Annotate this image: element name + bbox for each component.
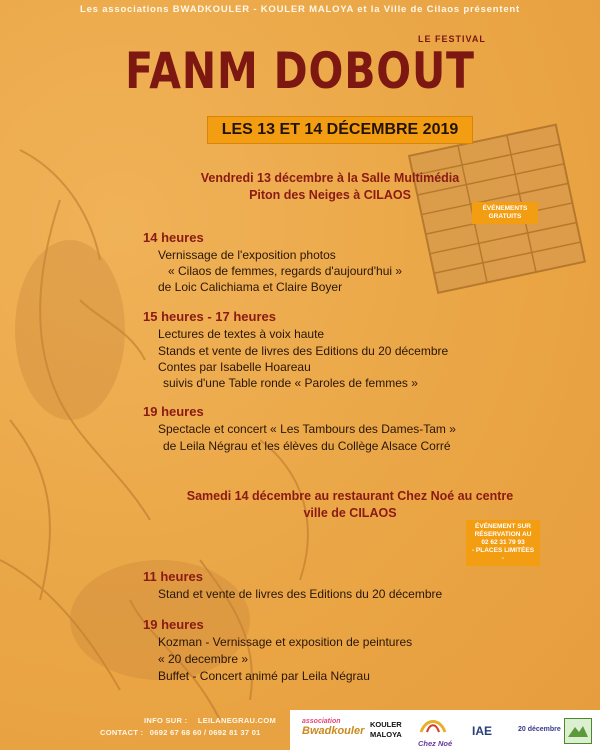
presenters-line: Les associations BWADKOULER - KOULER MALOYA et la Ville de Cilaos présentent — [79, 4, 520, 15]
date-banner-text: LES 13 ET 14 DÉCEMBRE 2019 — [221, 121, 459, 138]
event-line: Contes par Isabelle Hoareau — [158, 360, 311, 374]
free-events-badge — [472, 202, 538, 224]
day2-venue — [130, 488, 570, 522]
vingt-decembre-logo: 20 décembre — [518, 726, 561, 733]
event-line: de Loic Calichiama et Claire Boyer — [158, 280, 343, 294]
info-website: LEILANEGRAU.COM — [197, 716, 277, 725]
event-hour: 19 heures — [143, 617, 204, 632]
chez-noe-logo — [418, 714, 453, 748]
event-line: Buffet - Concert animé par Leila Négrau — [158, 669, 370, 683]
contact-line — [100, 728, 261, 737]
chez-noe-logo-text: Chez Noé — [418, 739, 453, 748]
event-hour: 14 heures — [143, 230, 204, 245]
partner-logos — [290, 710, 600, 750]
badge-line: RÉSERVATION AU — [474, 531, 532, 538]
iae-logo: IAE — [472, 724, 493, 738]
badge-line: 02 62 31 79 93 — [481, 539, 525, 546]
kouler-logo-line: KOULER — [370, 720, 402, 729]
badge-line: ÉVÉNEMENT SUR — [475, 523, 531, 530]
day1-venue — [150, 170, 510, 204]
bwadkouler-logo — [302, 718, 365, 737]
event-line: Kozman - Vernissage et exposition de peintures — [158, 635, 413, 649]
event-line: Stand et vente de livres des Editions du 20 décembre — [158, 587, 443, 601]
contact-label: CONTACT : — [100, 728, 144, 737]
maloya-logo-line: MALOYA — [370, 730, 402, 739]
event-line: « Cilaos de femmes, regards d'aujourd'hui » — [168, 264, 403, 278]
le-festival-label: LE FESTIVAL — [418, 34, 486, 44]
event-line: Vernissage de l'exposition photos — [158, 248, 336, 262]
cilaos-mountain-icon — [565, 719, 591, 743]
festival-title: FANM DOBOUT — [125, 42, 475, 100]
day1-venue-line1: Vendredi 13 décembre à la Salle Multimédia — [200, 171, 460, 185]
event-hour: 19 heures — [143, 404, 204, 419]
event-hour: 11 heures — [143, 569, 203, 584]
event-line: Lectures de textes à voix haute — [158, 327, 325, 341]
badge-line: ÉVÉNEMENTS — [482, 205, 528, 212]
cilaos-logo — [564, 718, 592, 744]
reservation-badge — [466, 520, 540, 566]
bwadkouler-logo-small: association — [302, 718, 341, 725]
bwadkouler-logo-name: Bwadkouler — [302, 725, 365, 737]
date-banner — [207, 116, 473, 144]
event-line: « 20 decembre » — [158, 652, 249, 666]
event-hour: 15 heures - 17 heures — [143, 309, 276, 324]
badge-line: GRATUITS — [488, 213, 522, 220]
contact-phones: 0692 67 68 60 / 0692 81 37 01 — [149, 728, 261, 737]
event-line: de Leila Négrau et les élèves du Collège Alsace Corré — [163, 439, 451, 453]
kouler-maloya-logo — [370, 720, 402, 740]
info-label: INFO SUR : — [144, 716, 188, 725]
badge-line: - PLACES LIMITÉES - — [471, 547, 535, 562]
event-line: Stands et vente de livres des Editions du 20 décembre — [158, 344, 449, 358]
event-line: suivis d'une Table ronde « Paroles de femmes » — [163, 376, 418, 390]
chez-noe-mark-icon — [418, 714, 448, 734]
day1-venue-line2: Piton des Neiges à CILAOS — [249, 188, 411, 202]
day2-venue-line2: ville de CILAOS — [303, 506, 397, 520]
event-line: Spectacle et concert « Les Tambours des Dames-Tam » — [158, 422, 456, 436]
day2-venue-line1: Samedi 14 décembre au restaurant Chez Noé au centre — [186, 489, 514, 503]
info-line — [144, 716, 276, 725]
